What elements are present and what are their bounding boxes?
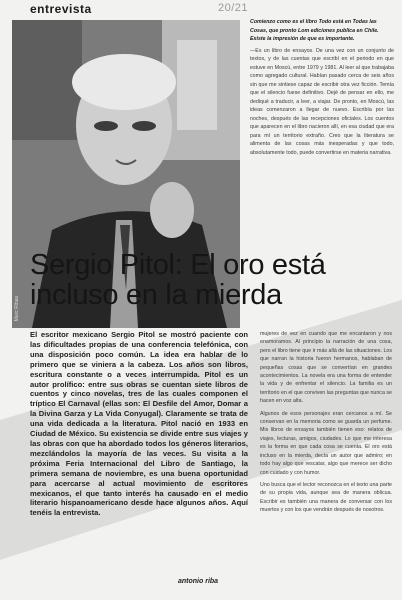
section-header [30, 2, 260, 16]
author-byline: antonio riba [178, 578, 219, 585]
sidebar-answer: —Es un libro de ensayos. De una vez con un conjunto de textos, y de las cuentas que escribí en el periodo en que estuve en Moscú, entre 1979 y 1981. Al leer al que trabajaba como agregado cultural. Habían pasado cerca de seis años sin que me sintiese capaz de escribir otra vez ficción. Temía que el silencio fuese definitivo. Dejé de pensar en ello, me dediqué a traducir, a leer, a viajar. De pronto, en Moscú, las ideas comenzaron a llegar de nuevo. Escribía por las noches, después de las recepciones oficiales. Los cuentos que aparecen en el libro nacieron allí, en esa ciudad que era para mí un territorio extraño. Creo que la literatura se alimenta de las cosas más inesperadas y que todo, absolutamente todo, puede convertirse en materia narrativa. [250, 47, 394, 156]
page-number: 20/21 [218, 2, 249, 14]
body-paragraph: Algunos de esos personajes eran cercanos a mí. Se conservan en la memoria como se guarda un perfume. Mis libros de ensayos también tienen eso: relatos de viajes, lecturas, amigos, ciudades. Lo que me interesa es la forma en que cada cosa se cuenta. El oro está incluso en la mierda, decía un autor que admiro; en todo hay algo que rescatar, algo que merece ser dicho con cuidado y con humor. [260, 410, 392, 476]
body-paragraph: Uno busca que el lector reconozca en el texto una parte de su propia vida, aunque sea de manera oblicua. Escribir es también una manera de conversar con los muertos y con los que vendrán después de nosotros. [260, 481, 392, 514]
sidebar-question: Comienzo como es el libro Todo está en Todas las Cosas, que pronto Lom ediciones publica en Chile. Existe la impresión de que es importante. [250, 19, 379, 42]
headline-line-1: Sergio Pitol: El oro está [30, 249, 326, 281]
article-headline [30, 250, 390, 310]
body-paragraph: mujeres de vez en cuando que me encantaron y nos enamoramos. Al principio la narración de una cosa, pero el libro tiene que ir más allá de las situaciones. Los que narran la historia fueron hermanos, hablaban de pequeñas cosas que se convertían en grandes acontecimientos. La novela era una forma de entender la vida y de enfrentar el silencio. La familia es un territorio en el que conviven las preguntas que nunca se hacen en voz alta. [260, 331, 392, 405]
interview-body-column [260, 330, 392, 519]
interview-sidebar-column [250, 18, 394, 157]
section-label: entrevista [30, 2, 92, 16]
photo-credit: Marc Ribas [14, 296, 20, 322]
headline-line-2: incluso en la mierda [30, 279, 282, 311]
article-intro: El escritor mexicano Sergio Pitol se mostró paciente con las dificultades propias de una conferencia telefónica, con una disposición poco común. La idea era hablar de lo primero que se viniera a la cabeza. Los años son libros, escritura constante o a veces interrumpida. Pitol es un autor prolífico: entre sus obras se cuentan siete libros de cuentos y cinco novelas, tres de las cuales componen el tríptico El Carnaval (ellas son: El Desfile del Amor, Domar a la Divina Garza y La Vida Conyugal). Claramente se trata de una vida dedicada a la literatura. Pitol nació en 1933 en Ciudad de México. Su existencia se divide entre sus viajes y las obras con que ha abordado todos los géneros literarios, mezclándolos la mayoría de las veces. Su visita a la próxima Feria Internacional del Libro de Santiago, la primera semana de noviembre, es una buena oportunidad para acercarse al actual movimiento de escritores mexicanos, el que tanto interés ha causado en el medio literario hispanoamericano desde hace algunos años. Aquí tenéis la entrevista. [30, 330, 248, 518]
